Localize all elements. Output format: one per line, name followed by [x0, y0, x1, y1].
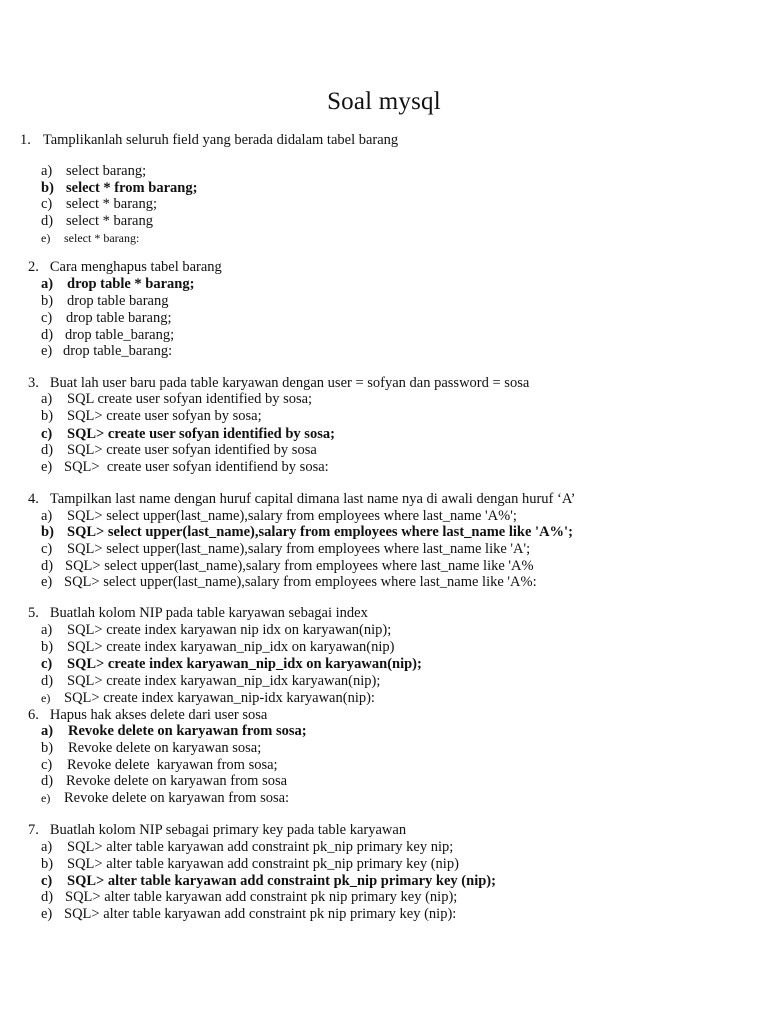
option-b	[41, 740, 261, 757]
option-label: a)	[41, 622, 53, 638]
option-a	[41, 839, 453, 856]
option-text: SQL> create user sofyan identified by sosa;	[67, 426, 335, 442]
option-label: e)	[41, 459, 53, 475]
option-text: SQL> create user sofyan identified by sosa	[67, 442, 317, 458]
option-label: e)	[41, 691, 51, 705]
question-6-text-row	[28, 707, 267, 724]
option-e	[41, 343, 172, 360]
option-b	[41, 639, 394, 656]
option-d	[41, 213, 153, 230]
option-label: d)	[41, 442, 54, 458]
option-text: select * barang;	[66, 196, 157, 212]
question-text: Tampilkan last name dengan huruf capital dimana last name nya di awali dengan huruf ‘A’	[49, 491, 576, 507]
option-b-correct	[41, 524, 573, 541]
option-text: select barang;	[66, 163, 147, 179]
option-e	[41, 230, 139, 247]
option-label: b)	[41, 180, 54, 196]
option-a	[41, 391, 312, 408]
option-label: c)	[41, 310, 53, 326]
option-text: SQL> create index karyawan_nip-idx karyawan(nip):	[64, 690, 375, 706]
question-5-text-row	[28, 605, 368, 622]
option-text: SQL> alter table karyawan add constraint pk_nip primary key nip;	[67, 839, 454, 855]
option-label: d)	[41, 889, 54, 905]
option-text: SQL> select upper(last_name),salary from employees where last_name like 'A%:	[64, 574, 537, 590]
option-label: d)	[41, 327, 54, 343]
option-a-correct	[41, 723, 307, 740]
question-4-text-row	[28, 491, 576, 508]
option-text: select * barang:	[64, 231, 140, 245]
option-a	[41, 622, 391, 639]
question-text: Hapus hak akses delete dari user sosa	[49, 707, 268, 723]
question-number: 2.	[28, 259, 39, 275]
question-number: 6.	[28, 707, 39, 723]
question-7-text-row	[28, 822, 406, 839]
option-b	[41, 856, 459, 873]
option-label: b)	[41, 856, 54, 872]
option-e	[41, 574, 537, 591]
option-c-correct	[41, 426, 335, 443]
option-label: d)	[41, 773, 54, 789]
option-e	[41, 906, 456, 923]
option-label: d)	[41, 213, 54, 229]
option-text: drop table * barang;	[67, 276, 195, 292]
option-label: b)	[41, 740, 54, 756]
option-text: SQL> select upper(last_name),salary from employees where last_name like 'A';	[67, 541, 531, 557]
option-text: drop table barang;	[66, 310, 172, 326]
option-d	[41, 889, 457, 906]
question-number: 7.	[28, 822, 39, 838]
option-label: c)	[41, 873, 53, 889]
option-label: a)	[41, 391, 53, 407]
option-text: SQL> alter table karyawan add constraint pk nip primary key (nip):	[64, 906, 457, 922]
option-text: SQL> alter table karyawan add constraint pk_nip primary key (nip);	[67, 873, 496, 889]
option-label: e)	[41, 574, 53, 590]
option-d	[41, 558, 534, 575]
option-label: c)	[41, 757, 53, 773]
option-e	[41, 690, 375, 707]
option-b	[41, 293, 168, 310]
option-label: a)	[41, 839, 53, 855]
question-text: Buatlah kolom NIP pada table karyawan sebagai index	[49, 605, 368, 621]
option-text: SQL> alter table karyawan add constraint pk_nip primary key (nip)	[67, 856, 459, 872]
option-d	[41, 327, 174, 344]
option-label: c)	[41, 541, 53, 557]
option-label: a)	[41, 508, 53, 524]
question-text: Buat lah user baru pada table karyawan dengan user = sofyan dan password = sosa	[49, 375, 530, 391]
option-e	[41, 459, 329, 476]
option-text: SQL> create user sofyan by sosa;	[67, 408, 262, 424]
option-label: b)	[41, 293, 54, 309]
option-text: SQL create user sofyan identified by sosa;	[67, 391, 313, 407]
option-label: a)	[41, 276, 54, 292]
option-text: SQL> create index karyawan nip idx on karyawan(nip);	[67, 622, 392, 638]
option-text: drop table_barang;	[65, 327, 175, 343]
question-number: 1.	[20, 132, 31, 148]
option-label: c)	[41, 656, 53, 672]
option-text: SQL> select upper(last_name),salary from employees where last_name like 'A%	[65, 558, 534, 574]
option-c-correct	[41, 656, 422, 673]
option-label: e)	[41, 343, 53, 359]
page-title: Soal mysql	[327, 88, 441, 115]
option-c	[41, 757, 278, 774]
option-text: Revoke delete on karyawan from sosa	[66, 773, 288, 789]
option-text: SQL> alter table karyawan add constraint pk nip primary key (nip);	[65, 889, 458, 905]
option-label: a)	[41, 723, 54, 739]
question-3-text-row	[28, 375, 529, 392]
option-text: Revoke delete on karyawan sosa;	[68, 740, 262, 756]
option-text: Revoke delete on karyawan from sosa:	[64, 790, 290, 806]
option-b-correct	[41, 180, 197, 197]
option-c	[41, 310, 172, 327]
option-label: a)	[41, 163, 53, 179]
option-text: SQL> create index karyawan_nip_idx karyawan(nip);	[67, 673, 381, 689]
option-label: b)	[41, 524, 54, 540]
option-d	[41, 773, 287, 790]
question-text: Tamplikanlah seluruh field yang berada didalam tabel barang	[42, 132, 399, 148]
option-d	[41, 673, 380, 690]
option-label: e)	[41, 231, 51, 245]
option-text: SQL> select upper(last_name),salary from employees where last_name 'A%';	[67, 508, 517, 524]
option-label: b)	[41, 408, 54, 424]
question-number: 3.	[28, 375, 39, 391]
option-text: select * barang	[66, 213, 153, 229]
option-text: SQL> create user sofyan identifiend by sosa:	[64, 459, 329, 475]
question-2-text-row	[28, 259, 222, 276]
option-label: c)	[41, 196, 53, 212]
option-text: Revoke delete karyawan from sosa;	[67, 757, 278, 773]
option-label: e)	[41, 906, 53, 922]
option-c-correct	[41, 873, 496, 890]
option-label: d)	[41, 558, 54, 574]
question-1-text-row	[20, 132, 398, 149]
option-c	[41, 541, 530, 558]
option-a	[41, 163, 146, 180]
option-text: Revoke delete on karyawan from sosa;	[68, 723, 307, 739]
option-text: SQL> select upper(last_name),salary from employees where last_name like 'A%';	[67, 524, 573, 540]
option-b	[41, 408, 262, 425]
option-a	[41, 508, 517, 525]
option-text: drop table_barang:	[63, 343, 173, 359]
option-e	[41, 790, 289, 807]
question-number: 5.	[28, 605, 39, 621]
option-label: e)	[41, 791, 51, 805]
question-text: Buatlah kolom NIP sebagai primary key pada table karyawan	[49, 822, 407, 838]
option-label: d)	[41, 673, 54, 689]
option-label: c)	[41, 426, 53, 442]
question-text: Cara menghapus tabel barang	[49, 259, 222, 275]
option-text: SQL> create index karyawan_nip_idx on karyawan(nip);	[67, 656, 422, 672]
option-d	[41, 442, 317, 459]
question-number: 4.	[28, 491, 39, 507]
option-label: b)	[41, 639, 54, 655]
option-text: SQL> create index karyawan_nip_idx on karyawan(nip)	[67, 639, 395, 655]
option-a-correct	[41, 276, 194, 293]
option-text: drop table barang	[67, 293, 169, 309]
option-c	[41, 196, 157, 213]
option-text: select * from barang;	[66, 180, 198, 196]
